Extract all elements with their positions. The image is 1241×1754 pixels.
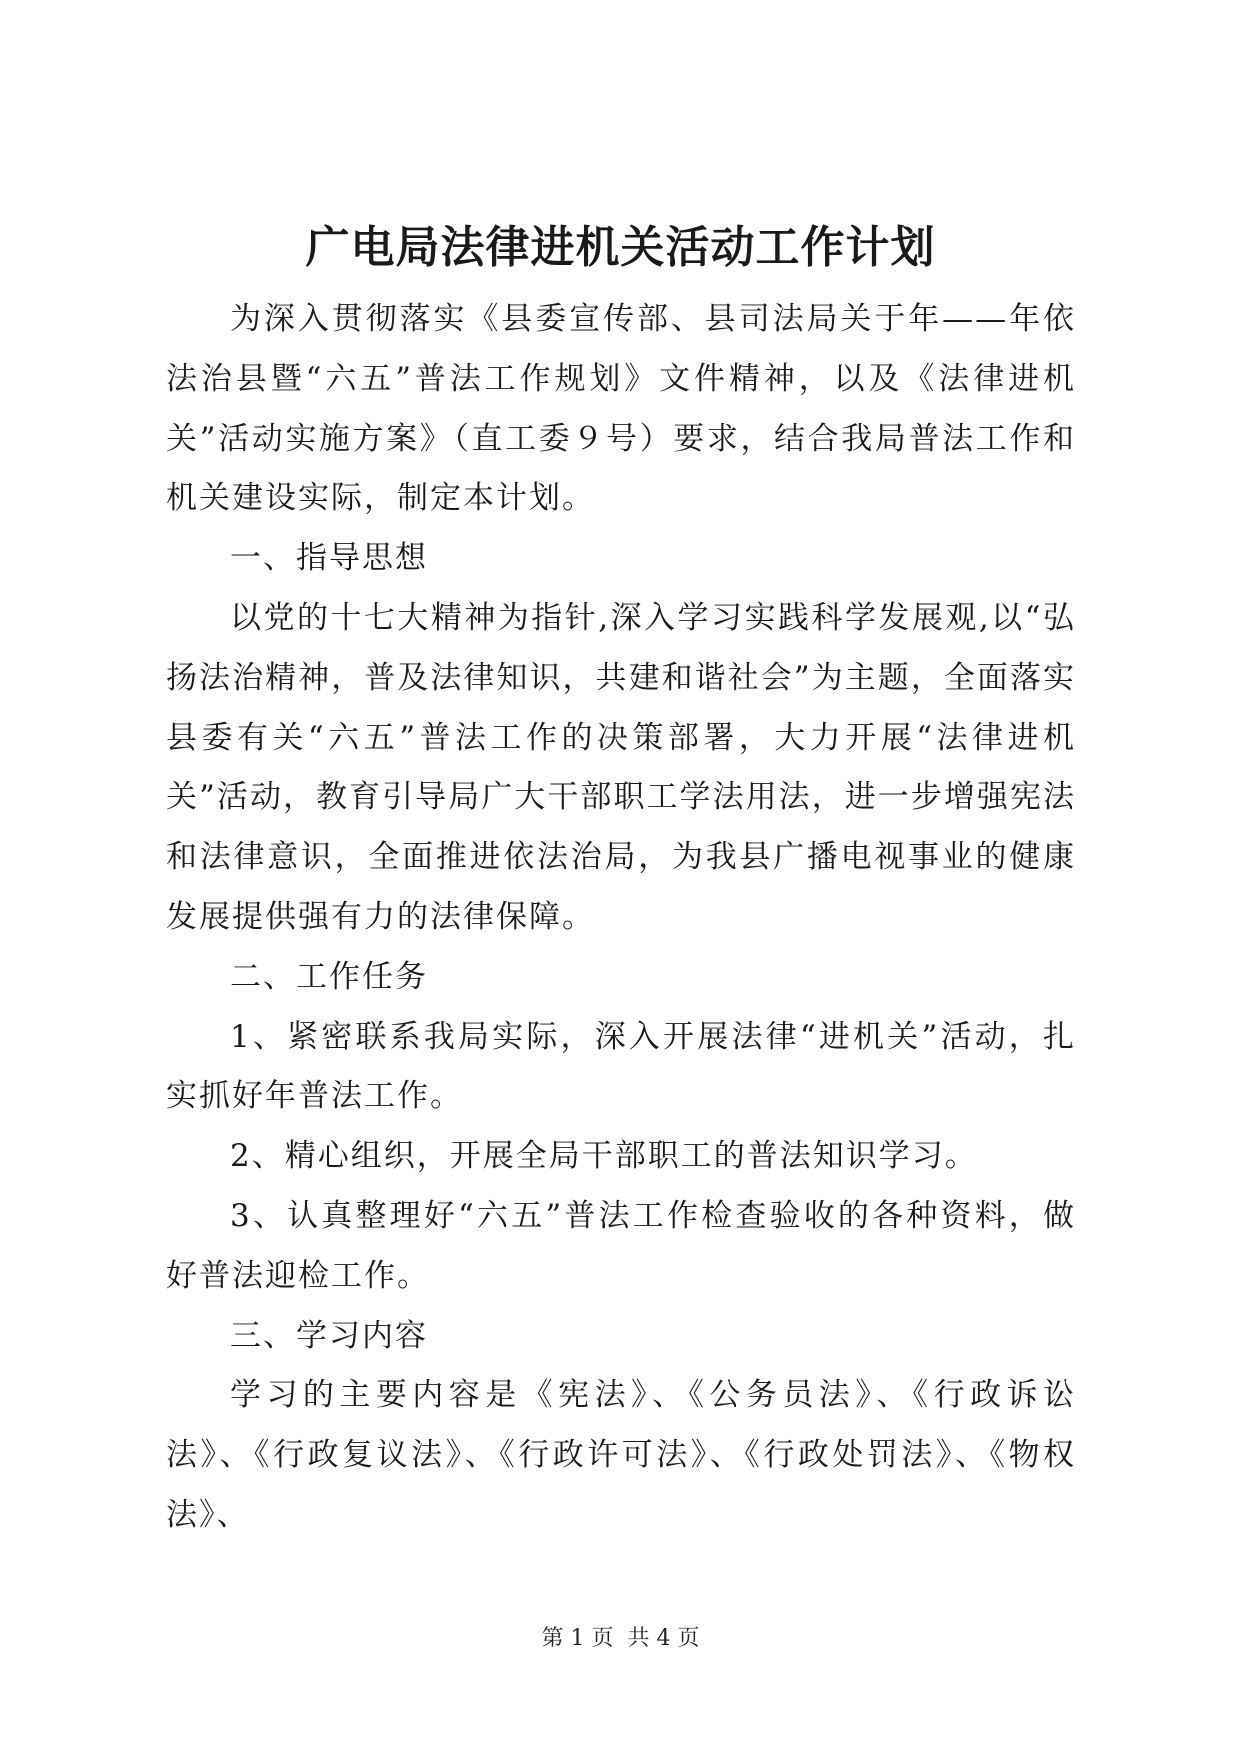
task-item-2: 2、精心组织，开展全局干部职工的普法知识学习。 <box>230 1138 978 1175</box>
page-number-label: 第 1 页 共 4 页 <box>541 1626 700 1651</box>
section-heading-work-tasks: 二、工作任务 <box>230 958 428 995</box>
page-footer <box>0 1624 1241 1654</box>
section-heading-study-content: 三、学习内容 <box>230 1317 428 1354</box>
task-item-1: 1、紧密联系我局实际，深入开展法律“进机关”活动，扎实抓好年普法工作。 <box>166 1018 1076 1115</box>
paragraph-intro: 为深入贯彻落实《县委宣传部、县司法局关于年——年依法治县暨“六五”普法工作规划》文件精神，以及《法律进机关”活动实施方案》（直工委９号）要求，结合我局普法工作和机关建设实际，制定本计划。 <box>166 301 1076 517</box>
paragraph-study-content: 学习的主要内容是《宪法》、《公务员法》、《行政诉讼法》、《行政复议法》、《行政许可法》、《行政处罚法》、《物权法》、 <box>166 1377 1076 1533</box>
task-item-3: 3、认真整理好“六五”普法工作检查验收的各种资料，做好普法迎检工作。 <box>166 1197 1076 1294</box>
document-body <box>166 290 1076 1546</box>
document-title: 广电局法律进机关活动工作计划 <box>305 222 936 273</box>
section-heading-guiding-ideology: 一、指导思想 <box>230 540 428 577</box>
paragraph-guiding-ideology: 以党的十七大精神为指针,深入学习实践科学发展观,以“弘扬法治精神，普及法律知识，共建和谐社会”为主题，全面落实县委有关“六五”普法工作的决策部署，大力开展“法律进机关”活动，教育引导局广大干部职工学法用法，进一步增强宪法和法律意识，全面推进依法治局，为我县广播电视事业的健康发展提供强有力的法律保障。 <box>166 599 1076 935</box>
